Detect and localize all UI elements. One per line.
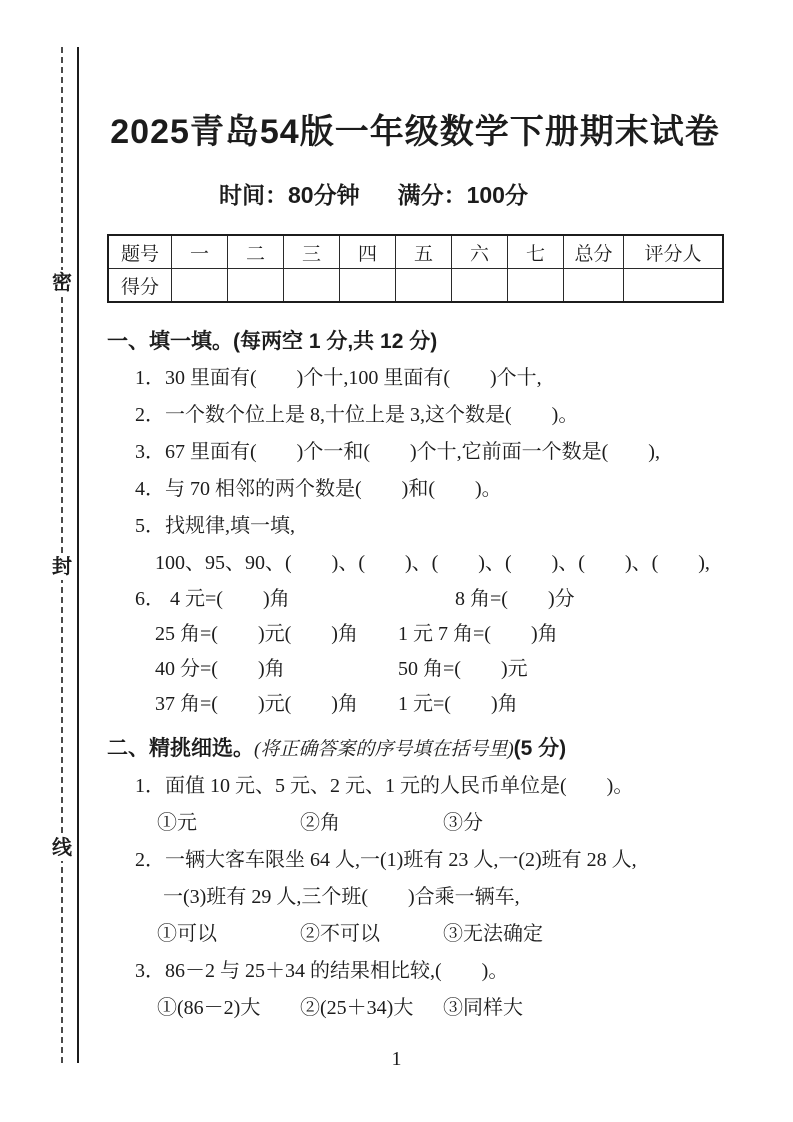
option-2: ②(25＋34)大 [300,997,414,1019]
score-table-header-cell: 一 [172,235,228,269]
question-s1-4: 4．与 70 相邻的两个数是( )和( )。 [135,478,502,500]
question-s2-1-options [157,805,723,842]
question-s1-6-row [155,617,723,652]
score-table-header-cell: 题号 [108,235,172,269]
option-2: ②不可以 [300,923,380,945]
seal-char-mi: 密 [52,272,72,294]
exam-title: 2025青岛54版一年级数学下册期末试卷 [110,113,720,151]
question-s1-5: 5．找规律,填一填, [135,515,295,537]
section-two-heading-note: (将正确答案的序号填在括号里) [254,739,514,760]
option-3: ③同样大 [443,997,523,1019]
score-table-empty-cell [172,269,228,303]
score-table-header-row [108,235,723,269]
score-table-header-cell: 二 [228,235,284,269]
question-s1-6-row [155,687,723,722]
question-s1-5-sequence: 100、95、90、( )、( )、( )、( )、( )、( ), [155,552,710,574]
score-table-empty-cell [228,269,284,303]
score-table-empty-cell [396,269,452,303]
option-3: ③分 [443,812,483,834]
seal-char-feng: 封 [52,556,72,578]
score-table-empty-cell [624,269,724,303]
exam-content [107,0,723,1027]
score-table [107,234,724,303]
option-1: ①(86－2)大 [157,997,261,1019]
score-table-empty-cell [284,269,340,303]
conversion-right: 8 角=( )分 [455,588,575,610]
time-label: 时间：80分钟 [219,182,360,208]
score-table-empty-cell [452,269,508,303]
seal-char-xian: 线 [52,837,72,859]
question-s1-3: 3．67 里面有( )个一和( )个十,它前面一个数是( ), [135,441,660,463]
score-table-header-cell: 评分人 [624,235,724,269]
seal-solid-line [77,47,79,1063]
exam-subtitle [219,180,723,210]
question-s1-1: 1．30 里面有( )个十,100 里面有( )个十, [135,367,542,389]
score-table-empty-cell [564,269,624,303]
question-number: 6． [135,588,165,610]
section-two-heading [107,730,723,768]
question-s1-6-row [155,652,723,687]
score-table-header-cell: 六 [452,235,508,269]
conversion-left: 4 元=( )角 [170,588,290,610]
conversion-right: 1 元=( )角 [398,693,518,715]
score-table-header-cell: 总分 [564,235,624,269]
option-1: ①元 [157,812,197,834]
score-table-score-row [108,269,723,303]
conversion-left: 40 分=( )角 [155,658,285,680]
conversion-right: 50 角=( )元 [398,658,528,680]
question-s1-2: 2．一个数个位上是 8,十位上是 3,这个数是( )。 [135,404,579,426]
subtitle-spacer [360,180,398,210]
score-table-header-cell: 四 [340,235,396,269]
question-s2-2-options [157,916,723,953]
question-s2-2-line1: 2．一辆大客车限坐 64 人,一(1)班有 23 人,一(2)班有 28 人, [135,849,637,871]
question-s1-6-row [135,582,723,617]
question-s2-3: 3．86－2 与 25＋34 的结果相比较,( )。 [135,960,509,982]
score-table-empty-cell [508,269,564,303]
question-s2-1: 1．面值 10 元、5 元、2 元、1 元的人民币单位是( )。 [135,775,634,797]
option-1: ①可以 [157,923,217,945]
question-s2-2-line2: 一(3)班有 29 人,三个班( )合乘一辆车, [163,886,520,908]
score-table-header-cell: 五 [396,235,452,269]
section-two-heading-score: (5 分) [513,737,567,760]
page-number: 1 [391,1048,402,1070]
section-one-heading: 一、填一填。(每两空 1 分,共 12 分) [107,330,438,353]
question-s2-3-options [157,990,723,1027]
conversion-right: 1 元 7 角=( )角 [398,623,558,645]
conversion-left: 37 角=( )元( )角 [155,693,358,715]
full-score-label: 满分：100分 [397,182,528,208]
score-row-label: 得分 [108,269,172,303]
score-table-empty-cell [340,269,396,303]
score-table-header-cell: 三 [284,235,340,269]
conversion-left: 25 角=( )元( )角 [155,623,358,645]
section-two-heading-main: 二、精挑细选。 [107,737,254,760]
score-table-header-cell: 七 [508,235,564,269]
option-3: ③无法确定 [443,923,543,945]
option-2: ②角 [300,812,340,834]
